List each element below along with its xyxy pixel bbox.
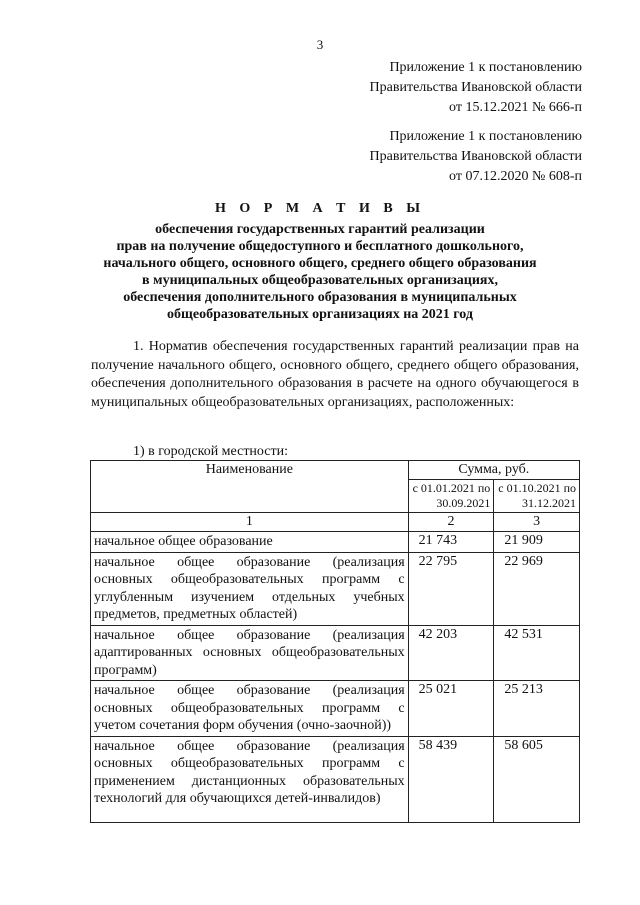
table-row — [91, 681, 580, 737]
row-name-cell: начальное общее образование (реализация основных общеобразовательных программ с учетом сочетания форм обучения (очно-заочной)) — [91, 681, 409, 737]
heading-line: начального общего, основного общего, среднего общего образования — [103, 256, 537, 271]
row-value-cell: 22 969 — [494, 552, 580, 625]
table-row — [91, 532, 580, 553]
header-name-cell: Наименование — [91, 461, 409, 513]
attachment-line: Приложение 1 к постановлению — [389, 129, 582, 144]
body-paragraph — [91, 338, 579, 412]
document-heading — [60, 200, 580, 323]
row-name-cell: начальное общее образование (реализация основных общеобразовательных программ с применением дистанционных образовательных технологий для обучающихся детей-инвалидов) — [91, 736, 409, 822]
row-value-cell: 58 439 — [408, 736, 494, 822]
attachment-line: от 15.12.2021 № 666-п — [449, 100, 582, 115]
row-value-cell: 25 213 — [494, 681, 580, 737]
row-value-cell: 58 605 — [494, 736, 580, 822]
norms-table — [90, 460, 580, 823]
header-sum-cell: Сумма, руб. — [408, 461, 579, 480]
row-value-cell: 42 203 — [408, 625, 494, 681]
table-header-row — [91, 461, 580, 480]
attachment-line: Правительства Ивановской области — [369, 149, 582, 164]
colnum-cell: 3 — [494, 513, 580, 532]
row-value-cell: 21 743 — [408, 532, 494, 553]
heading-line: обеспечения дополнительного образования в муниципальных — [123, 290, 517, 305]
page-number: 3 — [316, 37, 324, 52]
table-row — [91, 736, 580, 822]
row-name-cell: начальное общее образование (реализация адаптированных основных общеобразовательных программ) — [91, 625, 409, 681]
row-name-cell: начальное общее образование — [91, 532, 409, 553]
heading-line: общеобразовательных организациях на 2021 год — [167, 307, 473, 322]
row-value-cell: 42 531 — [494, 625, 580, 681]
heading-line: обеспечения государственных гарантий реализации — [155, 222, 485, 237]
row-value-cell: 25 021 — [408, 681, 494, 737]
attachment-note-previous — [370, 127, 582, 187]
document-title: Н О Р М А Т И В Ы — [215, 201, 425, 216]
row-value-cell: 22 795 — [408, 552, 494, 625]
colnum-cell: 1 — [91, 513, 409, 532]
colnum-cell: 2 — [408, 513, 494, 532]
attachment-note-current — [370, 58, 582, 118]
heading-line: в муниципальных общеобразовательных организациях, — [142, 273, 498, 288]
row-name-cell: начальное общее образование (реализация основных общеобразовательных программ с углубленным изучением отдельных учебных предметов, предметных областей) — [91, 552, 409, 625]
table-colnum-row — [91, 513, 580, 532]
table-row — [91, 625, 580, 681]
section-subheading: 1) в городской местности: — [133, 444, 288, 459]
paragraph-text: 1. Норматив обеспечения государственных гарантий реализации прав на получение начального общего, основного общего, среднего общего образования, обеспечения дополнительного образования в расчете на одного обучающегося в муниципальных общеобразовательных организациях, расположенных: — [91, 339, 579, 410]
attachment-line: Приложение 1 к постановлению — [389, 60, 582, 75]
attachment-line: от 07.12.2020 № 608-п — [449, 169, 582, 184]
row-value-cell: 21 909 — [494, 532, 580, 553]
heading-line: прав на получение общедоступного и бесплатного дошкольного, — [116, 239, 524, 254]
table-row — [91, 552, 580, 625]
period-2-cell: с 01.10.2021 по 31.12.2021 — [494, 480, 580, 513]
attachment-line: Правительства Ивановской области — [369, 80, 582, 95]
period-1-cell: с 01.01.2021 по 30.09.2021 — [408, 480, 494, 513]
